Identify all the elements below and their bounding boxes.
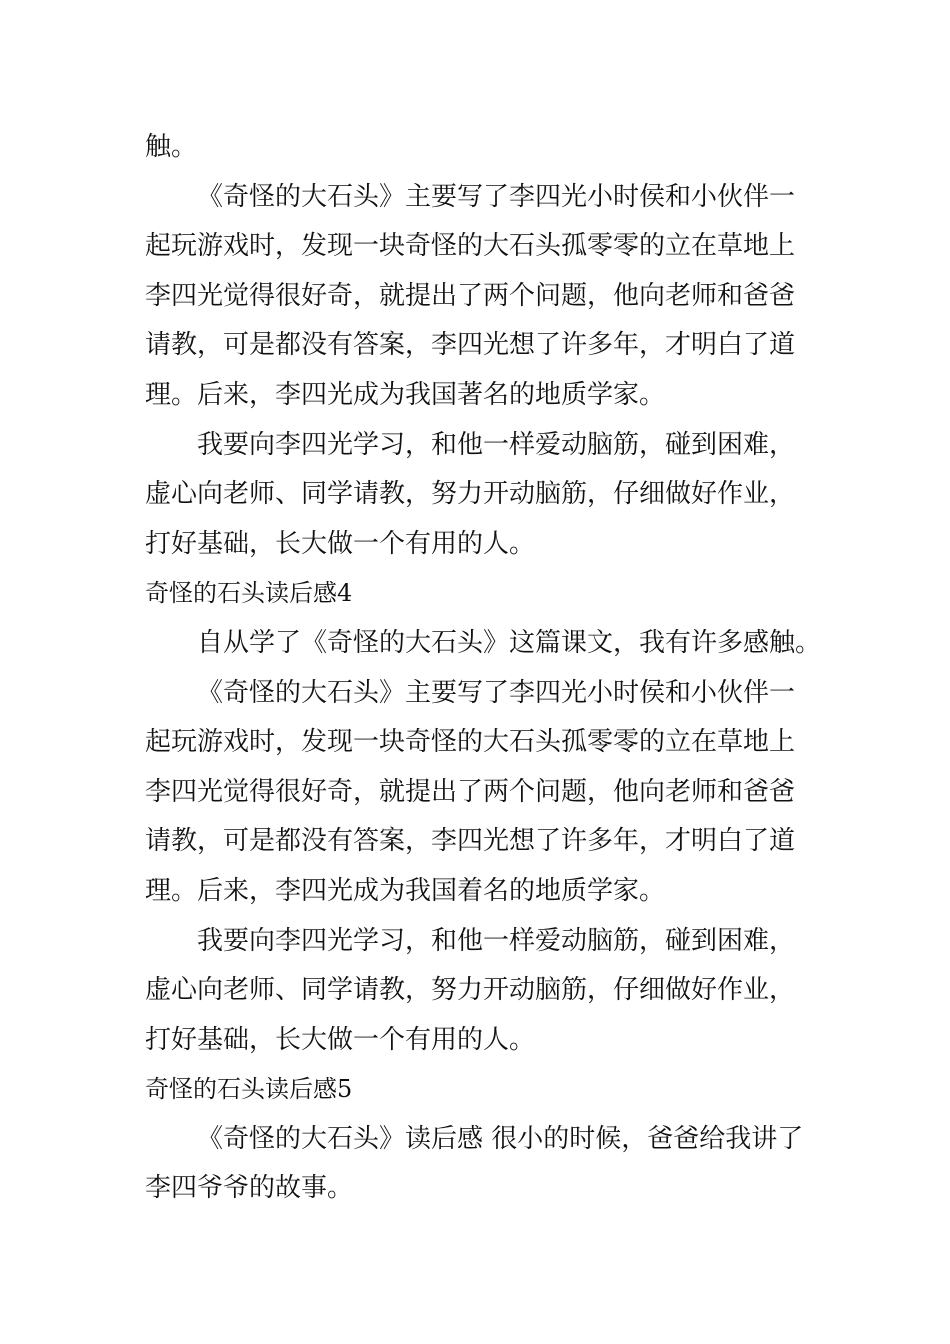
text-line: 请教，可是都没有答案，李四光想了许多年，才明白了道 [145, 826, 796, 857]
text-line: 《奇怪的大石头》读后感 很小的时候，爸爸给我讲了 [197, 1123, 804, 1154]
text-line: 李四爷爷的故事。 [145, 1173, 354, 1204]
text-line: 虚心向老师、同学请教，努力开动脑筋，仔细做好作业， [145, 975, 796, 1006]
text-line: 自从学了《奇怪的大石头》这篇课文，我有许多感触。 [197, 627, 822, 658]
text-line: 我要向李四光学习，和他一样爱动脑筋，碰到困难， [197, 429, 796, 460]
document-body [145, 123, 822, 1214]
text-line: 起玩游戏时，发现一块奇怪的大石头孤零零的立在草地上 [145, 231, 796, 262]
text-line: 虚心向老师、同学请教，努力开动脑筋，仔细做好作业， [145, 479, 796, 510]
text-line: 请教，可是都没有答案，李四光想了许多年，才明白了道 [145, 330, 796, 361]
text-line: 李四光觉得很好奇，就提出了两个问题，他向老师和爸爸 [145, 280, 796, 311]
text-line: 理。后来，李四光成为我国着名的地质学家。 [145, 875, 666, 906]
section-heading: 奇怪的石头读后感4 [145, 579, 353, 608]
text-line: 《奇怪的大石头》主要写了李四光小时侯和小伙伴一 [197, 181, 796, 212]
text-line: 起玩游戏时，发现一块奇怪的大石头孤零零的立在草地上 [145, 727, 796, 758]
text-line: 触。 [145, 132, 198, 162]
text-line: 理。后来，李四光成为我国著名的地质学家。 [145, 379, 666, 410]
text-line: 《奇怪的大石头》主要写了李四光小时侯和小伙伴一 [197, 677, 796, 708]
text-line: 打好基础，长大做一个有用的人。 [145, 1024, 536, 1055]
text-line: 打好基础，长大做一个有用的人。 [145, 528, 536, 559]
text-line: 李四光觉得很好奇，就提出了两个问题，他向老师和爸爸 [145, 776, 796, 807]
text-line: 我要向李四光学习，和他一样爱动脑筋，碰到困难， [197, 925, 796, 956]
section-heading: 奇怪的石头读后感5 [145, 1075, 353, 1104]
